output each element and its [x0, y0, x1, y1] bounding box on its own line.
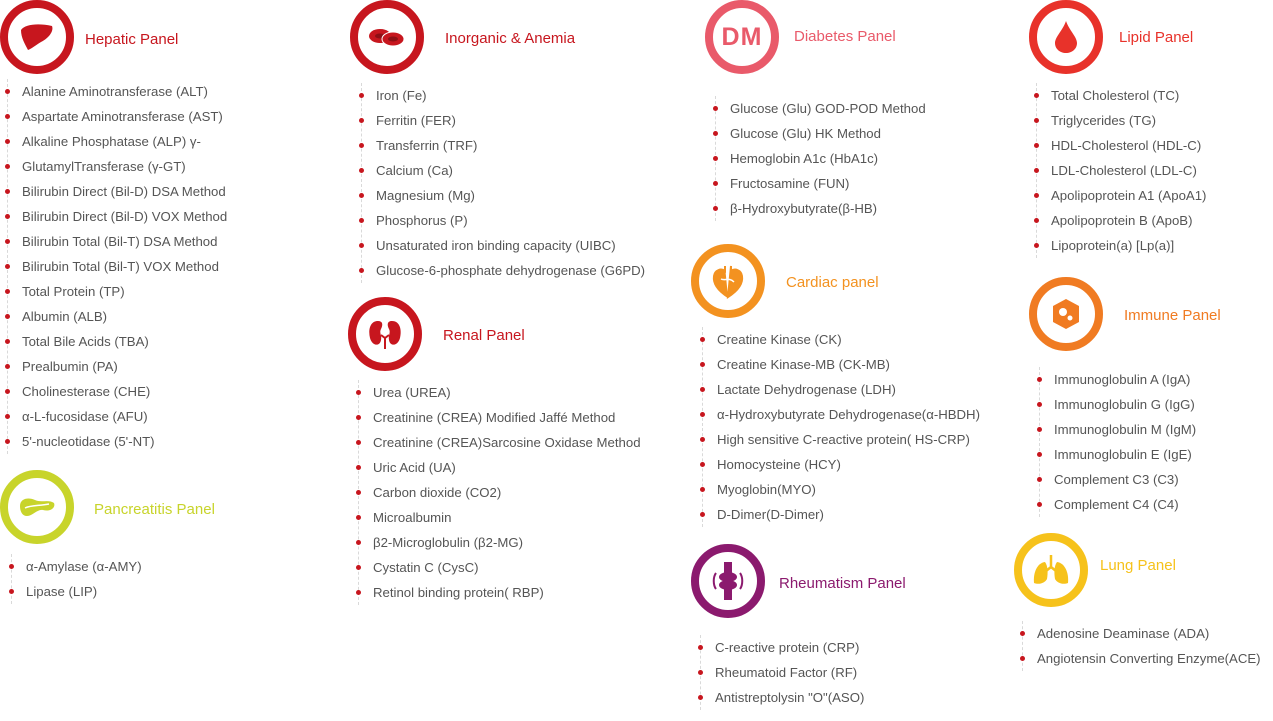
- test-list: [11, 554, 142, 604]
- blood-cells-icon: [367, 25, 407, 49]
- test-item: Iron (Fe): [362, 83, 645, 108]
- test-item: Alkaline Phosphatase (ALP) γ-: [8, 129, 227, 154]
- test-item: Lipase (LIP): [12, 579, 142, 604]
- panel-title: Renal Panel: [443, 327, 525, 344]
- test-item: Ferritin (FER): [362, 108, 645, 133]
- test-item: Total Cholesterol (TC): [1037, 83, 1206, 108]
- test-item: Bilirubin Direct (Bil-D) VOX Method: [8, 204, 227, 229]
- heart-icon: [711, 263, 745, 299]
- test-item: Bilirubin Direct (Bil-D) DSA Method: [8, 179, 227, 204]
- test-item: Prealbumin (PA): [8, 354, 227, 379]
- test-item: GlutamylTransferase (γ-GT): [8, 154, 227, 179]
- test-item: β2-Microglobulin (β2-MG): [359, 530, 641, 555]
- test-item: α-L-fucosidase (AFU): [8, 404, 227, 429]
- test-item: Unsaturated iron binding capacity (UIBC): [362, 233, 645, 258]
- test-list: [1039, 367, 1196, 517]
- test-item: Total Protein (TP): [8, 279, 227, 304]
- test-item: Bilirubin Total (Bil-T) DSA Method: [8, 229, 227, 254]
- test-item: Creatinine (CREA)Sarcosine Oxidase Method: [359, 430, 641, 455]
- drop-icon: [1054, 20, 1078, 54]
- test-item: Complement C3 (C3): [1040, 467, 1196, 492]
- panel-title: Diabetes Panel: [794, 28, 896, 45]
- test-item: Glucose-6-phosphate dehydrogenase (G6PD): [362, 258, 645, 283]
- test-item: D-Dimer(D-Dimer): [703, 502, 980, 527]
- panel-title: Immune Panel: [1124, 307, 1221, 324]
- test-item: High sensitive C-reactive protein( HS-CRP): [703, 427, 980, 452]
- panel-title: Cardiac panel: [786, 274, 879, 291]
- test-item: Creatinine (CREA) Modified Jaffé Method: [359, 405, 641, 430]
- panel-title: Lung Panel: [1100, 557, 1176, 574]
- test-item: Lactate Dehydrogenase (LDH): [703, 377, 980, 402]
- test-item: Retinol binding protein( RBP): [359, 580, 641, 605]
- panel-title: Pancreatitis Panel: [94, 501, 215, 518]
- test-list: [361, 83, 645, 283]
- test-item: Glucose (Glu) GOD-POD Method: [716, 96, 926, 121]
- test-item: Angiotensin Converting Enzyme(ACE): [1023, 646, 1261, 671]
- test-item: Cystatin C (CysC): [359, 555, 641, 580]
- test-item: Phosphorus (P): [362, 208, 645, 233]
- panel-immune: [1029, 277, 1273, 517]
- test-item: Bilirubin Total (Bil-T) VOX Method: [8, 254, 227, 279]
- test-item: Cholinesterase (CHE): [8, 379, 227, 404]
- test-item: α-Amylase (α-AMY): [12, 554, 142, 579]
- pancreas-icon: [17, 494, 57, 520]
- test-item: Complement C4 (C4): [1040, 492, 1196, 517]
- test-item: Magnesium (Mg): [362, 183, 645, 208]
- test-item: Transferrin (TRF): [362, 133, 645, 158]
- hepatic-badge: [0, 0, 74, 74]
- panel-diabetes: [705, 0, 1005, 230]
- test-item: Rheumatoid Factor (RF): [701, 660, 864, 685]
- test-item: Immunoglobulin E (IgE): [1040, 442, 1196, 467]
- test-item: C-reactive protein (CRP): [701, 635, 864, 660]
- test-item: β-Hydroxybutyrate(β-HB): [716, 196, 926, 221]
- test-item: Adenosine Deaminase (ADA): [1023, 621, 1261, 646]
- test-item: 5'-nucleotidase (5'-NT): [8, 429, 227, 454]
- test-item: α-Hydroxybutyrate Dehydrogenase(α-HBDH): [703, 402, 980, 427]
- test-list: [1022, 621, 1261, 671]
- pancreatitis-badge: [0, 470, 74, 544]
- panel-pancreatitis: [0, 470, 340, 610]
- test-item: Total Bile Acids (TBA): [8, 329, 227, 354]
- cell-icon: [1049, 297, 1083, 331]
- test-item: Uric Acid (UA): [359, 455, 641, 480]
- panel-renal: [348, 297, 688, 617]
- test-item: Immunoglobulin M (IgM): [1040, 417, 1196, 442]
- test-item: Lipoprotein(a) [Lp(a)]: [1037, 233, 1206, 258]
- renal-badge: [348, 297, 422, 371]
- cardiac-badge: [691, 244, 765, 318]
- test-list: [1036, 83, 1206, 258]
- test-item: Alanine Aminotransferase (ALT): [8, 79, 227, 104]
- test-item: Immunoglobulin G (IgG): [1040, 392, 1196, 417]
- diabetes-badge: [705, 0, 779, 74]
- knee-joint-icon: [711, 561, 745, 601]
- liver-icon: [19, 22, 55, 52]
- test-list: [700, 635, 864, 710]
- panel-title: Inorganic & Anemia: [445, 30, 576, 47]
- test-item: Creatine Kinase-MB (CK-MB): [703, 352, 980, 377]
- rheumatism-badge: [691, 544, 765, 618]
- lipid-badge: [1029, 0, 1103, 74]
- test-list: [358, 380, 641, 605]
- lung-badge: [1014, 533, 1088, 607]
- test-item: LDL-Cholesterol (LDL-C): [1037, 158, 1206, 183]
- test-item: Carbon dioxide (CO2): [359, 480, 641, 505]
- test-list: [715, 96, 926, 221]
- test-item: Albumin (ALB): [8, 304, 227, 329]
- test-item: Fructosamine (FUN): [716, 171, 926, 196]
- test-item: Myoglobin(MYO): [703, 477, 980, 502]
- panel-title: Rheumatism Panel: [779, 575, 906, 592]
- test-item: Calcium (Ca): [362, 158, 645, 183]
- test-item: Apolipoprotein A1 (ApoA1): [1037, 183, 1206, 208]
- panel-title: Hepatic Panel: [85, 31, 179, 48]
- dm-icon: DM: [721, 22, 763, 51]
- panel-title: Lipid Panel: [1119, 29, 1194, 46]
- inorganic-badge: [350, 0, 424, 74]
- panel-lipid: [1029, 0, 1273, 260]
- test-item: Glucose (Glu) HK Method: [716, 121, 926, 146]
- test-item: Triglycerides (TG): [1037, 108, 1206, 133]
- test-item: Aspartate Aminotransferase (AST): [8, 104, 227, 129]
- test-item: Apolipoprotein B (ApoB): [1037, 208, 1206, 233]
- panel-lung: [1014, 533, 1273, 721]
- test-item: Antistreptolysin "O"(ASO): [701, 685, 864, 710]
- immune-badge: [1029, 277, 1103, 351]
- test-list: [7, 79, 227, 454]
- panel-inorganic-anemia: [350, 0, 690, 290]
- test-item: Creatine Kinase (CK): [703, 327, 980, 352]
- lungs-icon: [1031, 553, 1071, 587]
- panel-hepatic: [0, 0, 340, 460]
- test-item: Homocysteine (HCY): [703, 452, 980, 477]
- test-item: Immunoglobulin A (IgA): [1040, 367, 1196, 392]
- panel-cardiac: [691, 244, 1011, 529]
- test-item: Microalbumin: [359, 505, 641, 530]
- test-item: Urea (UREA): [359, 380, 641, 405]
- kidneys-icon: [366, 318, 404, 350]
- test-item: HDL-Cholesterol (HDL-C): [1037, 133, 1206, 158]
- panel-rheumatism: [691, 544, 1011, 721]
- test-list: [702, 327, 980, 527]
- test-item: Hemoglobin A1c (HbA1c): [716, 146, 926, 171]
